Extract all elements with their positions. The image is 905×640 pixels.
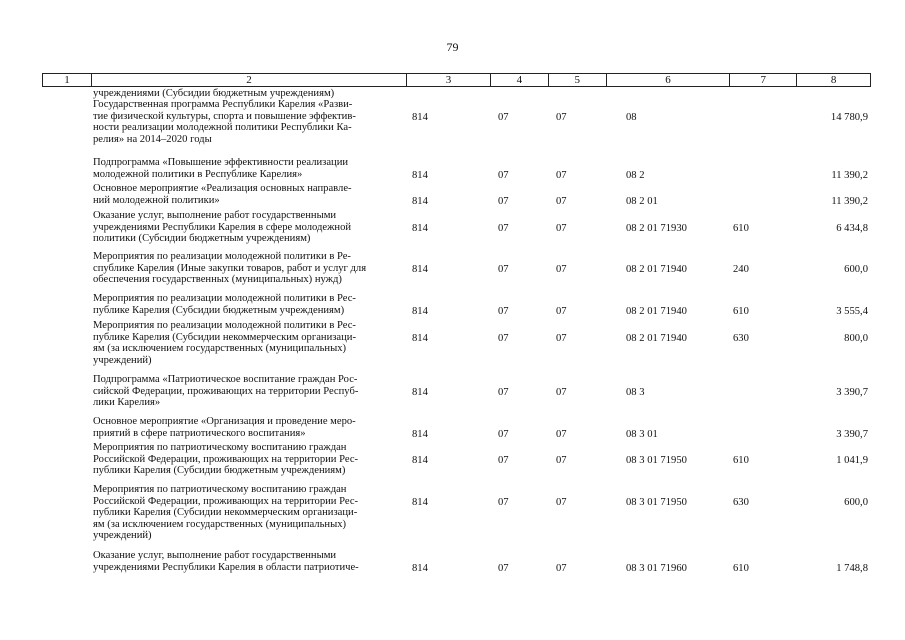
row-description	[93, 157, 398, 180]
section-code: 07	[498, 563, 509, 574]
subsection-code: 07	[556, 170, 567, 181]
target-article-code: 08 3 01	[626, 429, 658, 440]
subsection-code: 07	[556, 264, 567, 275]
description-line: учреждениями Республики Карелия в области патриотиче-	[93, 561, 359, 573]
description-line: релия» на 2014–2020 годы	[93, 133, 212, 145]
description-line: Мероприятия по патриотическому воспитанию граждан	[93, 442, 347, 453]
description-line: ний молодежной политики»	[93, 194, 220, 206]
section-code: 07	[498, 306, 509, 317]
target-article-code: 08 2 01 71940	[626, 306, 687, 317]
section-code: 07	[498, 264, 509, 275]
ministry-code: 814	[412, 429, 428, 440]
section-code: 07	[498, 455, 509, 466]
description-line: Государственная программа Республики Карелия «Разви-	[93, 99, 353, 110]
description-line: публике Карелия (Субсидии бюджетным учреждениям)	[93, 304, 345, 316]
row-description	[93, 320, 398, 366]
header-cell-3: 3	[407, 74, 491, 86]
description-line: приятий в сфере патриотического воспитания»	[93, 427, 306, 439]
target-article-code: 08	[626, 112, 637, 123]
row-description	[93, 210, 398, 245]
subsection-code: 07	[556, 387, 567, 398]
subsection-code: 07	[556, 196, 567, 207]
target-article-code: 08 3 01 71950	[626, 455, 687, 466]
description-line: Подпрограмма «Повышение эффективности реализации	[93, 157, 349, 168]
expense-type-code: 240	[733, 264, 749, 275]
description-line: Мероприятия по реализации молодежной политики в Ре-	[93, 251, 351, 262]
row-description	[93, 416, 398, 439]
row-description	[93, 251, 398, 286]
header-cell-2: 2	[92, 74, 407, 86]
description-line: спублике Карелия (Иные закупки товаров, работ и услуг для	[93, 262, 367, 274]
description-line: Российской Федерации, проживающих на территории Рес-	[93, 453, 359, 465]
target-article-code: 08 2	[626, 170, 645, 181]
subsection-code: 07	[556, 455, 567, 466]
subsection-code: 07	[556, 429, 567, 440]
amount: 600,0	[844, 497, 868, 508]
description-line: Подпрограмма «Патриотическое воспитание граждан Рос-	[93, 374, 358, 385]
description-line: лики Карелия»	[93, 397, 161, 408]
subsection-code: 07	[556, 333, 567, 344]
target-article-code: 08 2 01 71940	[626, 264, 687, 275]
subsection-code: 07	[556, 563, 567, 574]
description-line: ям (за исключением государственных (муниципальных)	[93, 518, 347, 530]
expense-type-code: 610	[733, 455, 749, 466]
description-line: учреждений)	[93, 530, 152, 541]
page-number: 79	[446, 40, 459, 54]
row-description	[93, 374, 398, 409]
amount: 11 390,2	[831, 196, 868, 207]
header-cell-4: 4	[491, 74, 549, 86]
description-line: Оказание услуг, выполнение работ государственными	[93, 210, 337, 221]
amount: 3 390,7	[836, 387, 868, 398]
section-code: 07	[498, 223, 509, 234]
ministry-code: 814	[412, 112, 428, 123]
description-line: Мероприятия по патриотическому воспитанию граждан	[93, 484, 347, 495]
ministry-code: 814	[412, 306, 428, 317]
subsection-code: 07	[556, 112, 567, 123]
amount: 3 390,7	[836, 429, 868, 440]
subsection-code: 07	[556, 497, 567, 508]
header-cell-7: 7	[730, 74, 797, 86]
expense-type-code: 630	[733, 497, 749, 508]
amount: 14 780,9	[830, 112, 868, 123]
target-article-code: 08 2 01 71930	[626, 223, 687, 234]
description-line: тие физической культуры, спорта и повышение эффектив-	[93, 110, 356, 122]
amount: 800,0	[844, 333, 868, 344]
description-line: Основное мероприятие «Реализация основных направле-	[93, 183, 352, 194]
description-line: публике Карелия (Субсидии некоммерческим организаци-	[93, 331, 356, 343]
description-line: обеспечения государственных (муниципальных) нужд)	[93, 274, 342, 285]
ministry-code: 814	[412, 497, 428, 508]
row-description	[93, 293, 398, 316]
amount: 1 041,9	[836, 455, 868, 466]
section-code: 07	[498, 387, 509, 398]
description-line: учреждений)	[93, 354, 152, 366]
target-article-code: 08 2 01 71940	[626, 333, 687, 344]
header-cell-5: 5	[549, 74, 607, 86]
section-code: 07	[498, 497, 509, 508]
ministry-code: 814	[412, 170, 428, 181]
row-description	[93, 550, 398, 573]
section-code: 07	[498, 429, 509, 440]
row-description	[93, 183, 398, 206]
description-line: Российской Федерации, проживающих на территории Рес-	[93, 495, 359, 507]
row-description	[93, 99, 398, 145]
expense-type-code: 610	[733, 223, 749, 234]
target-article-code: 08 3 01 71950	[626, 497, 687, 508]
header-cell-8: 8	[830, 74, 837, 86]
description-line: Мероприятия по реализации молодежной политики в Рес-	[93, 293, 356, 304]
expense-type-code: 610	[733, 563, 749, 574]
ministry-code: 814	[412, 387, 428, 398]
ministry-code: 814	[412, 223, 428, 234]
ministry-code: 814	[412, 264, 428, 275]
subsection-code: 07	[556, 306, 567, 317]
section-code: 07	[498, 333, 509, 344]
description-line: публики Карелия (Субсидии бюджетным учреждениям)	[93, 465, 346, 476]
target-article-code: 08 2 01	[626, 196, 658, 207]
description-line: ности реализации молодежной политики Республики Ка-	[93, 122, 352, 133]
amount: 6 434,8	[836, 223, 868, 234]
description-line: сийской Федерации, проживающих на территории Респуб-	[93, 385, 359, 397]
ministry-code: 814	[412, 333, 428, 344]
row-description	[93, 484, 398, 542]
amount: 1 748,8	[836, 563, 868, 574]
expense-type-code: 610	[733, 306, 749, 317]
description-line: политики (Субсидии бюджетным учреждениям)	[93, 233, 311, 244]
expense-type-code: 630	[733, 333, 749, 344]
description-line: учреждениями (Субсидии бюджетным учреждениям)	[93, 88, 335, 99]
row-description	[93, 88, 398, 100]
amount: 11 390,2	[831, 170, 868, 181]
description-line: ям (за исключением государственных (муниципальных)	[93, 343, 347, 354]
amount: 600,0	[844, 264, 868, 275]
ministry-code: 814	[412, 196, 428, 207]
section-code: 07	[498, 170, 509, 181]
table-header	[42, 73, 871, 87]
section-code: 07	[498, 112, 509, 123]
header-cell-1: 1	[43, 74, 92, 86]
ministry-code: 814	[412, 563, 428, 574]
subsection-code: 07	[556, 223, 567, 234]
section-code: 07	[498, 196, 509, 207]
description-line: Оказание услуг, выполнение работ государственными	[93, 550, 337, 561]
target-article-code: 08 3 01 71960	[626, 563, 687, 574]
description-line: молодежной политики в Республике Карелия»	[93, 168, 303, 180]
description-line: учреждениями Республики Карелия в сфере молодежной	[93, 221, 352, 233]
description-line: публики Карелия (Субсидии некоммерческим организаци-	[93, 507, 358, 518]
ministry-code: 814	[412, 455, 428, 466]
row-description	[93, 442, 398, 477]
description-line: Мероприятия по реализации молодежной политики в Рес-	[93, 320, 356, 331]
amount: 3 555,4	[836, 306, 868, 317]
header-cell-6: 6	[607, 74, 731, 86]
description-line: Основное мероприятие «Организация и проведение меро-	[93, 416, 356, 427]
target-article-code: 08 3	[626, 387, 645, 398]
